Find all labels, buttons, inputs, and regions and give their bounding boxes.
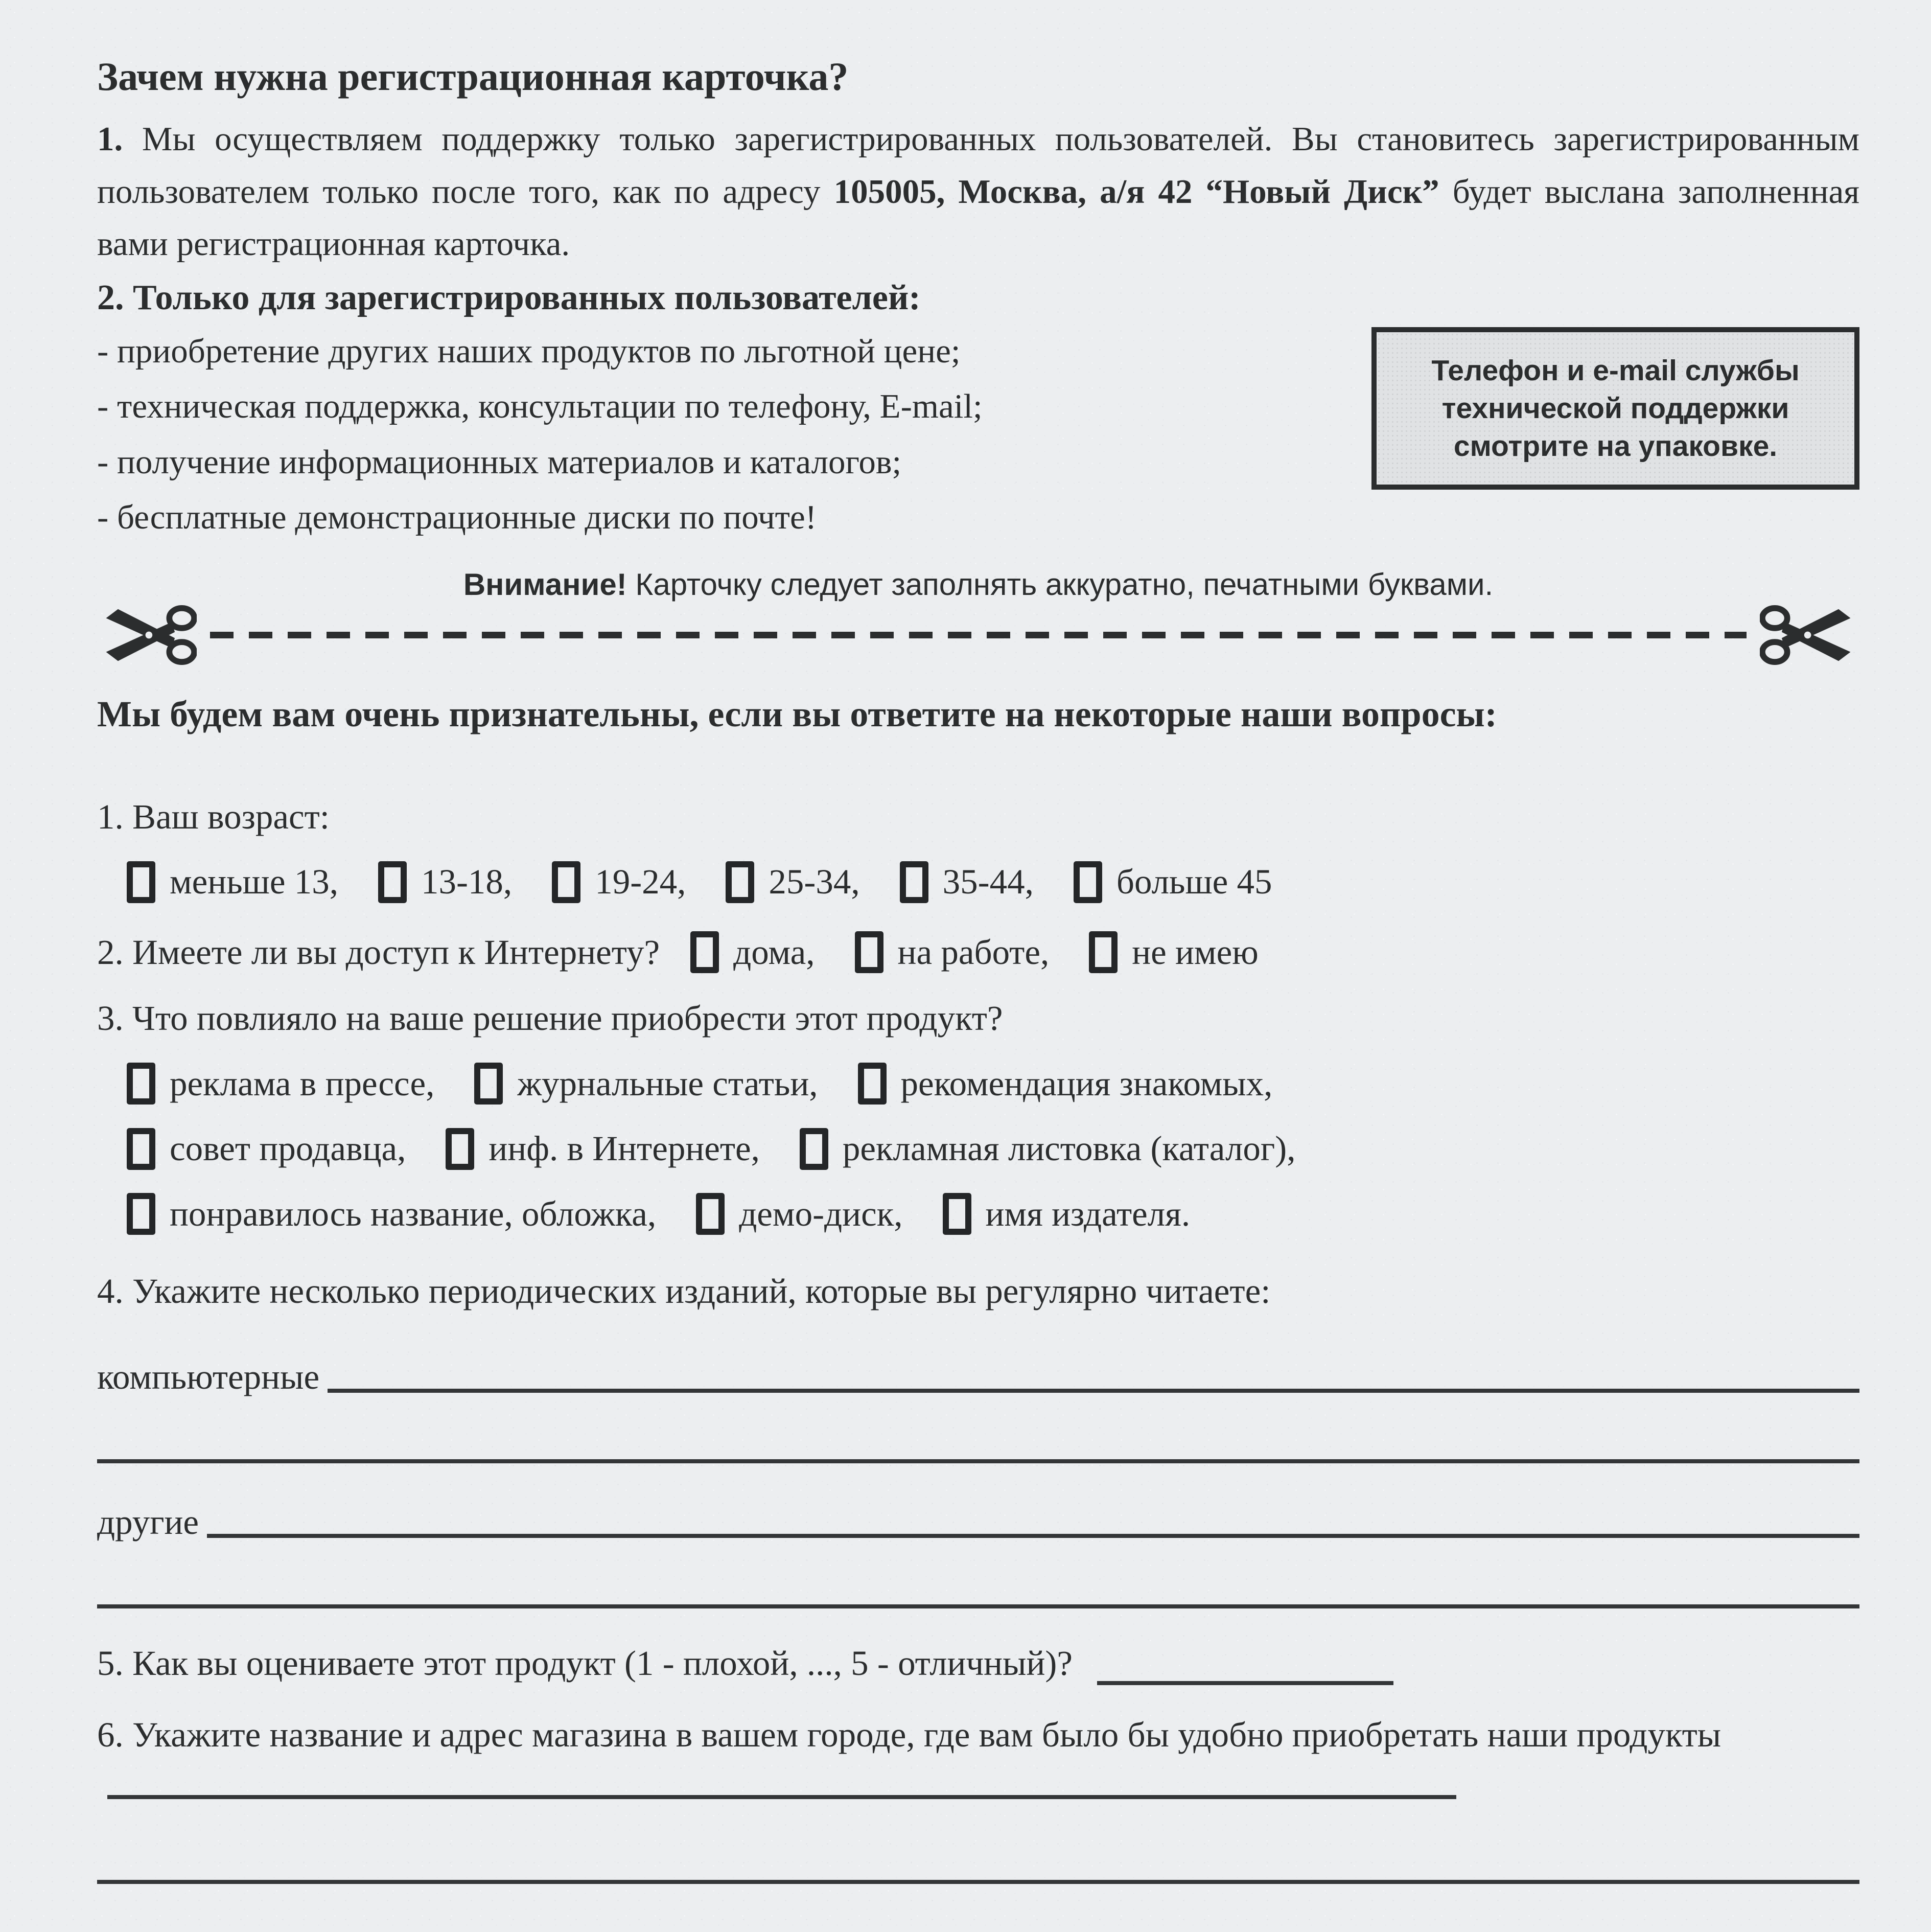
input-line-store-2[interactable] — [97, 1880, 1859, 1884]
question-2-label: 2. Имеете ли вы доступ к Интернету? — [97, 932, 660, 972]
option-label: журнальные статьи, — [517, 1064, 818, 1103]
list-item: - бесплатные демонстрационные диски по почте! — [97, 498, 817, 537]
page-title: Зачем нужна регистрационная карточка? — [97, 54, 849, 99]
checkbox-publisher-name[interactable] — [943, 1193, 971, 1235]
question-1-age — [97, 791, 1859, 909]
question-3-options-row-3 — [127, 1188, 1859, 1241]
checkbox-age-under-13[interactable] — [127, 861, 155, 903]
checkbox-magazine-articles[interactable] — [474, 1063, 503, 1105]
computer-magazines-row — [97, 1355, 1859, 1399]
input-line-other-magazines[interactable] — [207, 1534, 1859, 1538]
other-magazines-row — [97, 1500, 1859, 1544]
intro-section — [97, 54, 1859, 545]
checkbox-internet-home[interactable] — [690, 931, 719, 973]
option-label: понравилось название, обложка, — [170, 1194, 657, 1233]
option-internet-info — [446, 1122, 760, 1176]
scissors-icon — [1760, 598, 1859, 672]
option-age-under-13 — [127, 856, 338, 909]
question-4-periodicals — [97, 1265, 1859, 1608]
option-age-35-44 — [900, 856, 1034, 909]
paragraph-1-text-a: Мы осуществляем поддержку только зарегистрированных пользователей. Вы становитесь зарегистрированным пользователем только после того, как по адресу — [97, 120, 1859, 211]
paragraph-1-text-b: будет выслана заполненная вами регистрационная карточка. — [97, 172, 1859, 263]
question-3-label: 3. Что повлияло на ваше решение приобрести этот продукт? — [97, 999, 1003, 1038]
option-label: меньше 13, — [170, 862, 338, 902]
checkbox-press-ads[interactable] — [127, 1063, 155, 1105]
scissors-icon — [97, 598, 197, 672]
option-label: реклама в прессе, — [170, 1064, 435, 1103]
question-2-internet — [97, 926, 1859, 979]
question-6-store — [97, 1709, 1859, 1814]
option-label: больше 45 — [1116, 862, 1272, 902]
option-label: 25-34, — [769, 862, 860, 902]
checkbox-age-25-34[interactable] — [726, 861, 754, 903]
checkbox-age-19-24[interactable] — [552, 861, 580, 903]
question-3-options-row-2 — [127, 1122, 1859, 1176]
option-label: рекомендация знакомых, — [900, 1064, 1273, 1103]
option-magazine-articles — [474, 1057, 818, 1111]
question-1-options — [127, 856, 1859, 909]
option-internet-work — [855, 926, 1050, 979]
mailing-address: 105005, Москва, а/я 42 “Новый Диск” — [833, 172, 1439, 211]
attention-text: Карточку следует заполнять аккуратно, печатными буквами. — [626, 567, 1494, 602]
option-demo-disk — [696, 1188, 902, 1241]
option-age-25-34 — [726, 856, 859, 909]
option-internet-none — [1089, 926, 1259, 979]
checkbox-age-over-45[interactable] — [1074, 861, 1102, 903]
checkbox-internet-info[interactable] — [446, 1128, 474, 1170]
checkbox-age-35-44[interactable] — [900, 861, 928, 903]
option-publisher-name — [943, 1188, 1191, 1241]
checkbox-age-13-18[interactable] — [378, 861, 407, 903]
option-liked-title-cover — [127, 1188, 656, 1241]
option-label: совет продавца, — [170, 1129, 406, 1168]
option-label: рекламная листовка (каталог), — [842, 1129, 1296, 1168]
option-age-19-24 — [552, 856, 686, 909]
option-internet-home — [690, 926, 815, 979]
option-label: инф. в Интернете, — [488, 1129, 760, 1168]
option-ad-leaflet — [800, 1122, 1296, 1176]
question-3-options-row-1 — [127, 1057, 1859, 1111]
option-friends-recommendation — [858, 1057, 1273, 1111]
other-magazines-label: другие — [97, 1502, 199, 1542]
checkbox-seller-advice[interactable] — [127, 1128, 155, 1170]
paragraph-1-number: 1. — [97, 120, 123, 158]
option-age-over-45 — [1074, 856, 1272, 909]
checkbox-friends-recommendation[interactable] — [858, 1063, 887, 1105]
section-2-heading: 2. Только для зарегистрированных пользователей: — [97, 278, 921, 317]
question-3-purchase-decision — [97, 992, 1859, 1240]
checkbox-demo-disk[interactable] — [696, 1193, 725, 1235]
checkbox-internet-work[interactable] — [855, 931, 883, 973]
input-line-rating[interactable] — [1097, 1681, 1393, 1685]
option-label: демо-диск, — [739, 1194, 903, 1233]
option-press-ads — [127, 1057, 434, 1111]
option-label: 13-18, — [421, 862, 513, 902]
benefits-list — [97, 324, 1375, 545]
tech-support-note-box: Телефон и e-mail службы технической поддержки смотрите на упаковке. — [1371, 327, 1859, 490]
question-6-label: 6. Укажите название и адрес магазина в вашем городе, где вам было бы удобно приобретать наши продукты — [97, 1715, 1721, 1754]
question-4-label: 4. Укажите несколько периодических изданий, которые вы регулярно читаете: — [97, 1272, 1271, 1311]
option-label: 19-24, — [595, 862, 686, 902]
checkbox-internet-none[interactable] — [1089, 931, 1118, 973]
survey-heading: Мы будем вам очень признательны, если вы ответите на некоторые наши вопросы: — [97, 693, 1497, 734]
option-label: не имею — [1132, 932, 1259, 972]
computer-magazines-label: компьютерные — [97, 1357, 320, 1396]
option-label: дома, — [733, 932, 815, 972]
list-item: - получение информационных материалов и каталогов; — [97, 443, 902, 481]
cut-line — [97, 592, 1859, 679]
option-label: 35-44, — [942, 862, 1034, 902]
option-age-13-18 — [378, 856, 512, 909]
option-seller-advice — [127, 1122, 406, 1176]
question-5-rating — [97, 1637, 1859, 1690]
list-item: - техническая поддержка, консультации по телефону, E-mail; — [97, 387, 983, 426]
option-label: на работе, — [897, 932, 1050, 972]
question-1-label: 1. Ваш возраст: — [97, 797, 330, 836]
input-line-computer-magazines-2[interactable] — [97, 1459, 1859, 1463]
input-line-computer-magazines[interactable] — [328, 1389, 1859, 1393]
input-line-store[interactable] — [107, 1795, 1456, 1799]
input-line-other-magazines-2[interactable] — [97, 1604, 1859, 1608]
list-item: - приобретение других наших продуктов по льготной цене; — [97, 332, 961, 370]
checkbox-liked-title-cover[interactable] — [127, 1193, 155, 1235]
option-label: имя издателя. — [985, 1194, 1191, 1233]
question-5-label: 5. Как вы оцениваете этот продукт (1 - плохой, ..., 5 - отличный)? — [97, 1644, 1073, 1683]
dashed-cut-rule — [210, 632, 1747, 638]
checkbox-ad-leaflet[interactable] — [800, 1128, 828, 1170]
intro-paragraph-1 — [97, 113, 1859, 270]
attention-label: Внимание! — [463, 567, 627, 602]
